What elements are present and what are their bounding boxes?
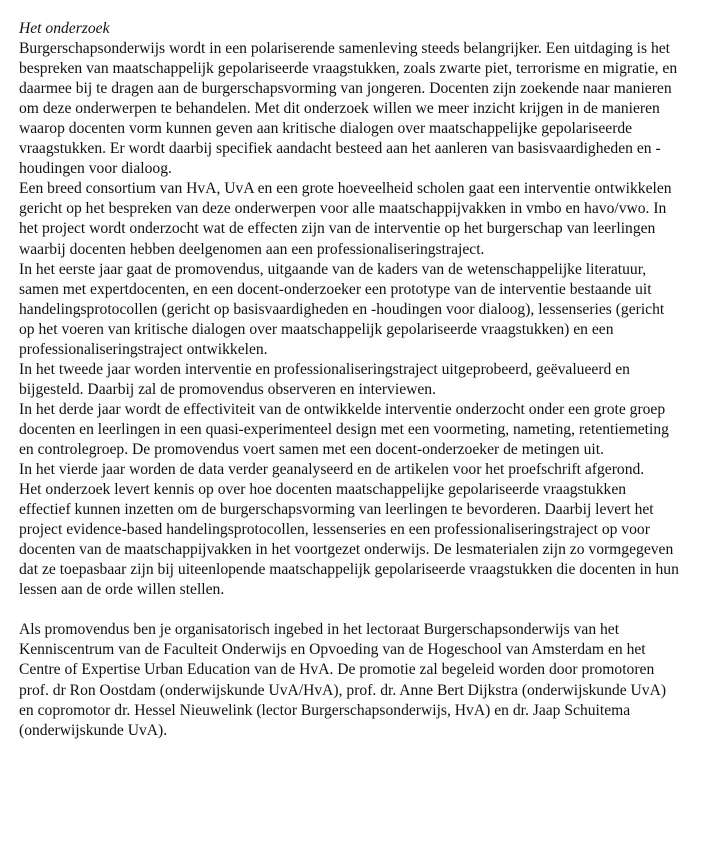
paragraph-introduction: Burgerschapsonderwijs wordt in een polariserende samenleving steeds belangrijker. Een uitdaging is het bespreken van maatschappelijk gepolariseerde vraagstukken, zoals zwarte piet, terrorisme en migratie, en daarmee bij te dragen aan de burgerschapsvorming van jongeren. Docenten zijn zoekende naar manieren om deze onderwerpen te behandelen. Met dit onderzoek willen we meer inzicht krijgen in de manieren waarop docenten vorm kunnen geven aan kritische dialogen over maatschappelijke gepolariseerde vraagstukken. Er wordt daarbij specifiek aandacht besteed aan het aanleren van basisvaardigheden en -houdingen voor dialoog. <box>19 40 678 178</box>
paragraph-outcomes: Het onderzoek levert kennis op over hoe docenten maatschappelijke gepolariseerde vraagstukken effectief kunnen inzetten om de burgerschapsvorming van leerlingen te bevorderen. Daarbij levert het project evidence-based handelingsprotocollen, lessenseries en een professionaliseringstraject op voor docenten van de maatschappijvakken in het voortgezet onderwijs. De lesmaterialen zijn zo vormgegeven dat ze toepasbaar zijn bij uiteenlopende maatschappelijk gepolariseerde vraagstukken die docenten in hun lessen aan de orde willen stellen. <box>19 481 679 599</box>
section-heading: Het onderzoek <box>19 20 110 37</box>
paragraph-supervision: Als promovendus ben je organisatorisch ingebed in het lectoraat Burgerschapsonderwijs van het Kenniscentrum van de Faculteit Onderwijs en Opvoeding van de Hogeschool van Amsterdam en het Centre of Expertise Urban Education van de HvA. De promotie zal begeleid worden door promotoren prof. dr Ron Oostdam (onderwijskunde UvA/HvA), prof. dr. Anne Bert Dijkstra (onderwijskunde UvA) en copromotor dr. Hessel Nieuwelink (lector Burgerschapsonderwijs, HvA) en dr. Jaap Schuitema (onderwijskunde UvA). <box>19 621 667 739</box>
document-body <box>19 19 679 741</box>
paragraph-year-three: In het derde jaar wordt de effectiviteit van de ontwikkelde interventie onderzocht onder een grote groep docenten en leerlingen in een quasi-experimenteel design met een voormeting, nameting, retentiemeting en controlegroep. De promovendus voert samen met een docent-onderzoeker de metingen uit. <box>19 400 669 458</box>
paragraph-year-one: In het eerste jaar gaat de promovendus, uitgaande van de kaders van de wetenschappelijke literatuur, samen met expertdocenten, en een docent-onderzoeker een prototype van de interventie bestaande uit handelingsprotocollen (gericht op basisvaardigheden en -houdingen voor dialoog), lessenseries (gericht op het voeren van kritische dialogen over maatschappelijk gepolariseerde vraagstukken) en een professionaliseringstraject ontwikkelen. <box>19 260 665 358</box>
paragraph-year-four: In het vierde jaar worden de data verder geanalyseerd en de artikelen voor het proefschrift afgerond. <box>19 461 645 479</box>
paragraph-spacer <box>19 600 679 620</box>
paragraph-year-two: In het tweede jaar worden interventie en professionaliseringstraject uitgeprobeerd, geëvalueerd en bijgesteld. Daarbij zal de promovendus observeren en interviewen. <box>19 360 630 398</box>
paragraph-consortium: Een breed consortium van HvA, UvA en een grote hoeveelheid scholen gaat een interventie ontwikkelen gericht op het bespreken van deze onderwerpen voor alle maatschappijvakken in vmbo en havo/vwo. In het project wordt onderzocht wat de effecten zijn van de interventie op het burgerschap van leerlingen waarbij docenten hebben deelgenomen aan een professionaliseringstraject. <box>19 180 672 258</box>
